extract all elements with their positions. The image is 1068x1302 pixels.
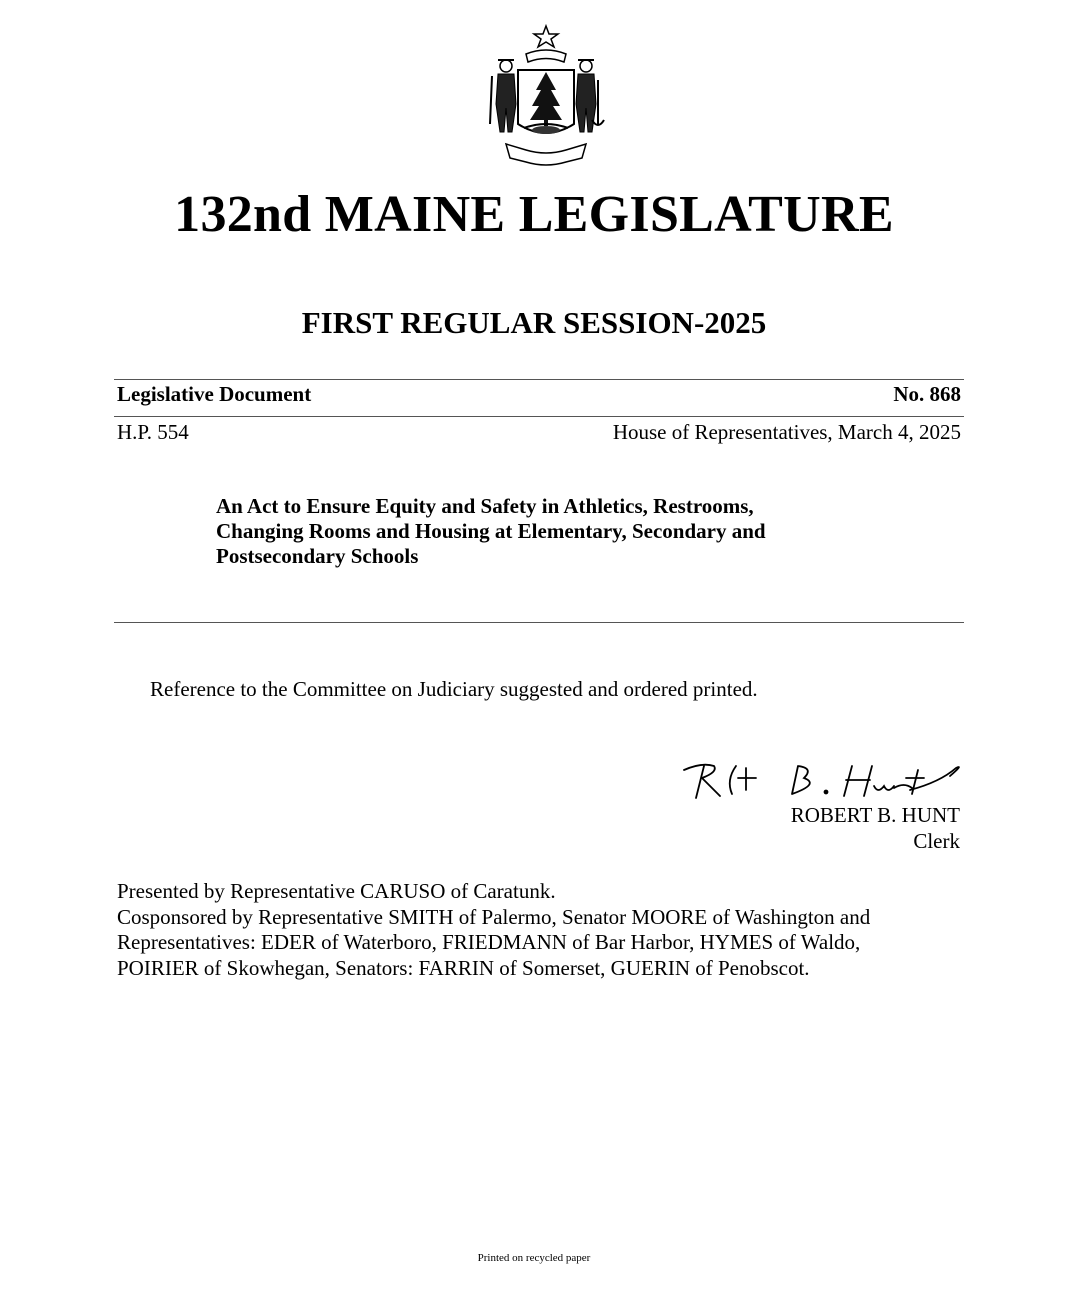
act-title-line: An Act to Ensure Equity and Safety in Athletics, Restrooms, <box>216 494 754 518</box>
origin-date: House of Representatives, March 4, 2025 <box>612 420 961 444</box>
cosponsors-line: Representatives: EDER of Waterboro, FRIEDMANN of Bar Harbor, HYMES of Waldo, <box>117 930 861 954</box>
clerk-signature <box>680 756 962 804</box>
document-number-row <box>117 381 961 407</box>
presented-by: Presented by Representative CARUSO of Caratunk. <box>117 879 556 903</box>
document-number: No. 868 <box>893 382 961 406</box>
sponsors-block <box>117 879 870 981</box>
footer-note: Printed on recycled paper <box>477 1252 591 1264</box>
session-title: FIRST REGULAR SESSION-2025 <box>301 305 767 340</box>
cosponsors-line: POIRIER of Skowhegan, Senators: FARRIN of Somerset, GUERIN of Penobscot. <box>117 955 810 980</box>
divider-middle <box>114 416 964 417</box>
filing-info-row <box>117 419 961 445</box>
cosponsors-line: Cosponsored by Representative SMITH of Palermo, Senator MOORE of Washington and <box>117 904 871 929</box>
legislature-title: 132nd MAINE LEGISLATURE <box>174 186 894 243</box>
committee-reference: Reference to the Committee on Judiciary suggested and ordered printed. <box>150 677 758 701</box>
document-label: Legislative Document <box>117 382 312 406</box>
clerk-block <box>791 802 960 854</box>
clerk-name: ROBERT B. HUNT <box>790 803 960 827</box>
divider-bottom <box>114 622 964 623</box>
hp-number: H.P. 554 <box>117 420 189 444</box>
act-title-line: Postsecondary Schools <box>216 544 419 568</box>
state-seal-icon <box>486 24 606 170</box>
clerk-title: Clerk <box>913 829 960 853</box>
divider-top <box>114 379 964 380</box>
act-title <box>216 494 856 569</box>
act-title-line: Changing Rooms and Housing at Elementary, Secondary and <box>216 519 766 543</box>
